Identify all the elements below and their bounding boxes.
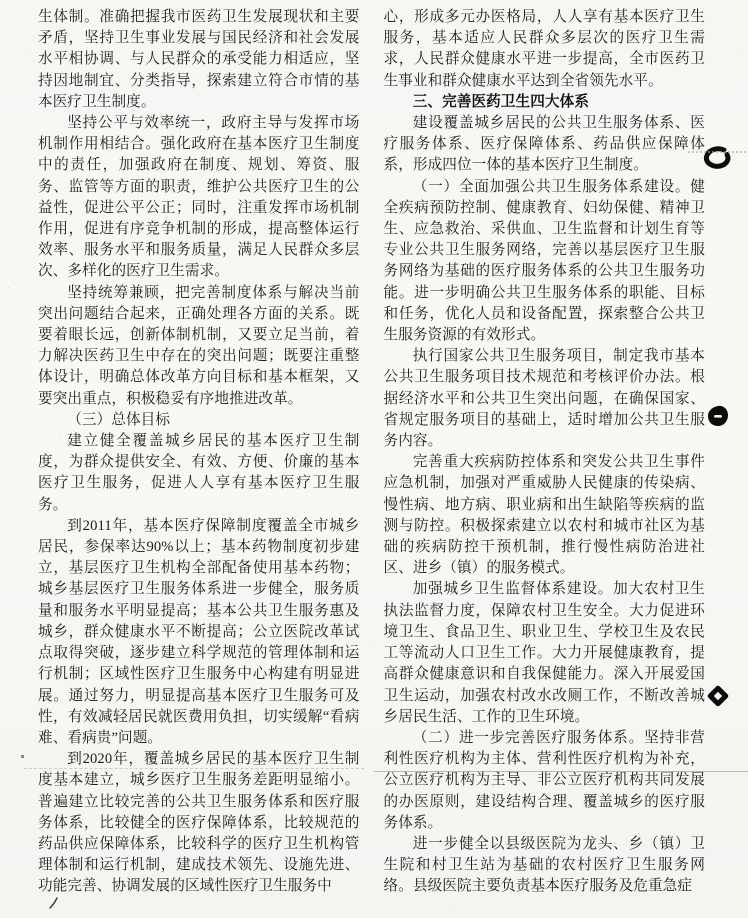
- para-right-health-supervision: 加强城乡卫生监督体系建设。加大农村卫生执法监督力度，保障农村卫生安全。大力促进环境卫生、食品卫生、职业卫生、学校卫生及农民工等流动人口卫生工作。大力开展健康教育，提高群众健康意识和自我保健能力。深入开展爱国卫生运动，加强农村改水改厕工作，不断改善城乡居民生活、工作的卫生环境。: [383, 581, 705, 725]
- para-right-medical-service-system: （二）进一步完善医疗服务体系。坚持非营利性医疗机构为主体、营利性医疗机构为补充，公立医疗机构为主导、非公立医疗机构共同发展的办医原则，建设结构合理、覆盖城乡的医疗服务体系。: [383, 729, 705, 831]
- para-right-disease-control: 完善重大疾病防控体系和突发公共卫生事件应急机制，加强对严重威胁人民健康的传染病、慢性病、地方病、职业病和出生缺陷等疾病的监测与防控。积极探索建立以农村和城市社区为基础的疾病防控干预机制，推行慢性病防治进社区、进乡（镇）的服务模式。: [383, 454, 705, 577]
- scan-line-artifact-left: [24, 768, 364, 769]
- text-column-left: [38, 7, 360, 898]
- scan-line-artifact-right: [374, 771, 748, 772]
- para-right-national-projects: 执行国家公共卫生服务项目，制定我市基本公共卫生服务项目技术规范和考核评价办法。根据经济水平和公共卫生突出问题，在确保国家、省规定服务项目的基础上，适时增加公共卫生服务内容。: [383, 348, 705, 450]
- scan-dots-artifact: [688, 151, 746, 153]
- para-left-goal-2011: 到2011年，基本医疗保障制度覆盖全市城乡居民，参保率达90%以上；基本药物制度初步建立，基层医疗卫生机构全部配备使用基本药物；城乡基层医疗卫生服务体系进一步健全，服务质量和服务水平明显提高；基本公共卫生服务惠及城乡，群众健康水平不断提高；公立医院改革试点取得突破，逐步建立科学规范的管理体制和运行机制；区域性医疗卫生服务中心构建有明显进展。通过努力，明显提高基本医疗卫生服务可及性，有效减轻居民就医费用负担，切实缓解“看病难、看病贵”问题。: [38, 517, 360, 746]
- ink-blot-diamond-icon: [706, 684, 730, 713]
- para-left-principle-fairness: 坚持公平与效率统一，政府主导与发挥市场机制作用相结合。强化政府在基本医疗卫生制度中的责任，加强政府在制度、规划、筹资、服务、监管等方面的职责，维护公共医疗卫生的公益性，促进公平公正；同时，注重发挥市场机制作用，促进有序竞争机制的形成，提高整体运行效率、服务水平和服务质量，满足人民群众多层次、多样化的医疗卫生需求。: [38, 115, 360, 280]
- document-body: [38, 7, 705, 898]
- text-column-right: [384, 7, 706, 898]
- para-left-principle-overall-planning: 坚持统筹兼顾，把完善制度体系与解决当前突出问题结合起来，正确处理各方面的关系。既要着眼长远，创新体制机制，又要立足当前，着力解决医药卫生中存在的突出问题；既要注重整体设计，明确总体改革方向目标和基本框架，又要突出重点，积极稳妥有序地推进改革。: [38, 284, 360, 407]
- para-right-continuation: 心，形成多元办医格局，人人享有基本医疗卫生服务，基本适应人民群众多层次的医疗卫生需求，人民群众健康水平进一步提高，全市医药卫生事业和群众健康水平达到全省领先水平。: [383, 9, 705, 89]
- para-right-rural-network: 进一步健全以县级医院为龙头、乡（镇）卫生院和村卫生站为基础的农村医疗卫生服务网络。县级医院主要负责基本医疗服务及危重急症: [383, 835, 705, 895]
- ink-blot-solid-icon: [707, 405, 729, 432]
- para-right-four-systems-intro: 建设覆盖城乡居民的公共卫生服务体系、医疗服务体系、医疗保障体系、药品供应保障体系，形成四位一体的基本医疗卫生制度。: [383, 115, 705, 174]
- para-right-public-health-system: （一）全面加强公共卫生服务体系建设。健全疾病预防控制、健康教育、妇幼保健、精神卫生、应急救治、采供血、卫生监督和计划生育等专业公共卫生服务网络，完善以基层医疗卫生服务网络为基础的医疗服务体系的公共卫生服务功能。进一步明确公共卫生服务体系的职能、目标和任务，优化人员和设备配置，探索整合公共卫生服务资源的有效形式。: [383, 178, 705, 344]
- para-left-goal-2020: 到2020年，覆盖城乡居民的基本医疗卫生制度基本建立，城乡医疗卫生服务差距明显缩小。普遍建立比较完善的公共卫生服务体系和医疗服务体系，比较健全的医疗保障体系，比较规范的药品供应保障体系，比较科学的医疗卫生机构管理体制和运行机制，建成技术领先、设施先进、功能完善、协调发展的区域性医疗卫生服务中: [38, 751, 360, 895]
- section-heading-four-systems: 三、完善医药卫生四大体系: [412, 93, 590, 110]
- subsection-label-overall-goals: （三）总体目标: [67, 411, 171, 428]
- para-left-goal-general: 建立健全覆盖城乡居民的基本医疗卫生制度，为群众提供安全、有效、方便、价廉的基本医疗卫生服务，促进人人享有基本医疗卫生服务。: [38, 433, 360, 513]
- pen-tick-icon: [48, 896, 60, 915]
- para-left-continuation: 生体制。准确把握我市医药卫生发展现状和主要矛盾，坚持卫生事业发展与国民经济和社会发展水平相协调、与人民群众的承受能力相适应，坚持因地制宜、分类指导，探索建立符合市情的基本医疗卫生制度。: [38, 9, 360, 110]
- paper-speckles: [0, 0, 1, 1]
